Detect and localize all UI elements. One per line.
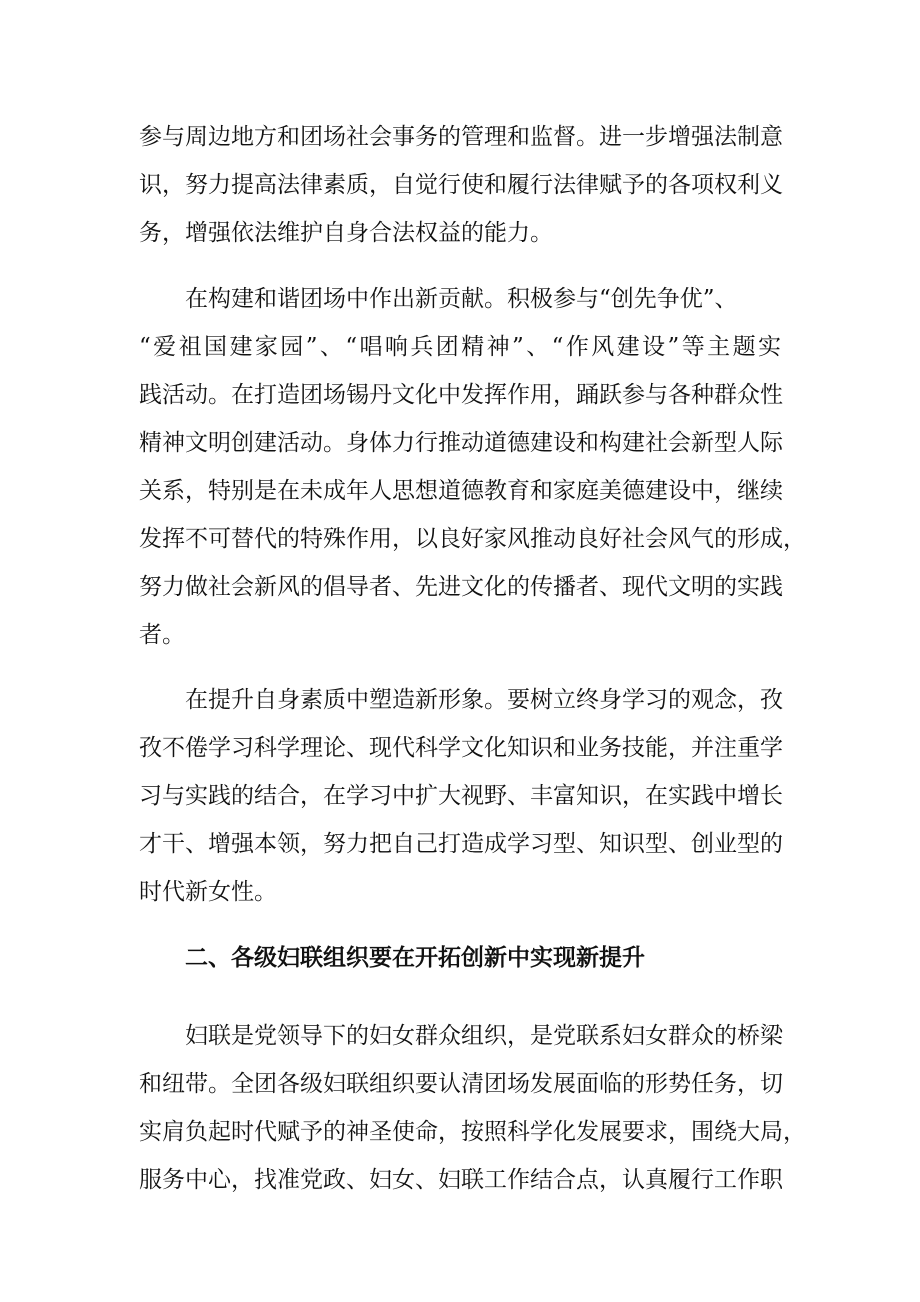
paragraph-line: 孜不倦学习科学理论、现代科学文化知识和业务技能，并注重学: [139, 735, 783, 761]
paragraph-line: 服务中心，找准党政、妇女、妇联工作结合点，认真履行工作职: [139, 1167, 783, 1193]
paragraph-1: [139, 113, 781, 257]
section-heading-text: 二、各级妇联组织要在开拓创新中实现新提升: [185, 944, 645, 971]
paragraph-2: [139, 275, 806, 659]
paragraph-line: 才干、增强本领，努力把自己打造成学习型、知识型、创业型的: [139, 831, 783, 857]
paragraph-line: 努力做社会新风的倡导者、先进文化的传播者、现代文明的实践: [139, 574, 783, 600]
paragraph-line: 在构建和谐团场中作出新贡献。积极参与“创先争优”、: [185, 286, 738, 312]
paragraph-3: [139, 676, 781, 916]
paragraph-line: 参与周边地方和团场社会事务的管理和监督。进一步增强法制意: [139, 124, 783, 150]
paragraph-line: 妇联是党领导下的妇女群众组织，是党联系妇女群众的桥梁: [185, 1023, 783, 1049]
paragraph-line: 时代新女性。: [139, 879, 277, 905]
paragraph-line: 关系，特别是在未成年人思想道德教育和家庭美德建设中，继续: [139, 478, 783, 504]
paragraph-line: 和纽带。全团各级妇联组织要认清团场发展面临的形势任务，切: [139, 1071, 783, 1097]
paragraph-line: 发挥不可替代的特殊作用，以良好家风推动良好社会风气的形成，: [139, 526, 806, 552]
paragraph-line: 实肩负起时代赋予的神圣使命，按照科学化发展要求，围绕大局，: [139, 1119, 806, 1145]
paragraph-line: 习与实践的结合，在学习中扩大视野、丰富知识，在实践中增长: [139, 783, 783, 809]
paragraph-line: 践活动。在打造团场锡丹文化中发挥作用，踊跃参与各种群众性: [139, 382, 783, 408]
paragraph-4: [139, 1012, 806, 1204]
paragraph-line: 精神文明创建活动。身体力行推动道德建设和构建社会新型人际: [139, 430, 783, 456]
paragraph-line: 在提升自身素质中塑造新形象。要树立终身学习的观念，孜: [185, 687, 783, 713]
paragraph-line: 者。: [139, 622, 185, 648]
paragraph-line: 识，努力提高法律素质，自觉行使和履行法律赋予的各项权利义: [139, 172, 783, 198]
paragraph-line: “爱祖国建家园”、“唱响兵团精神”、“作风建设”等主题实: [139, 334, 781, 360]
section-heading: [139, 934, 781, 982]
paragraph-line: 务，增强依法维护自身合法权益的能力。: [139, 220, 553, 246]
